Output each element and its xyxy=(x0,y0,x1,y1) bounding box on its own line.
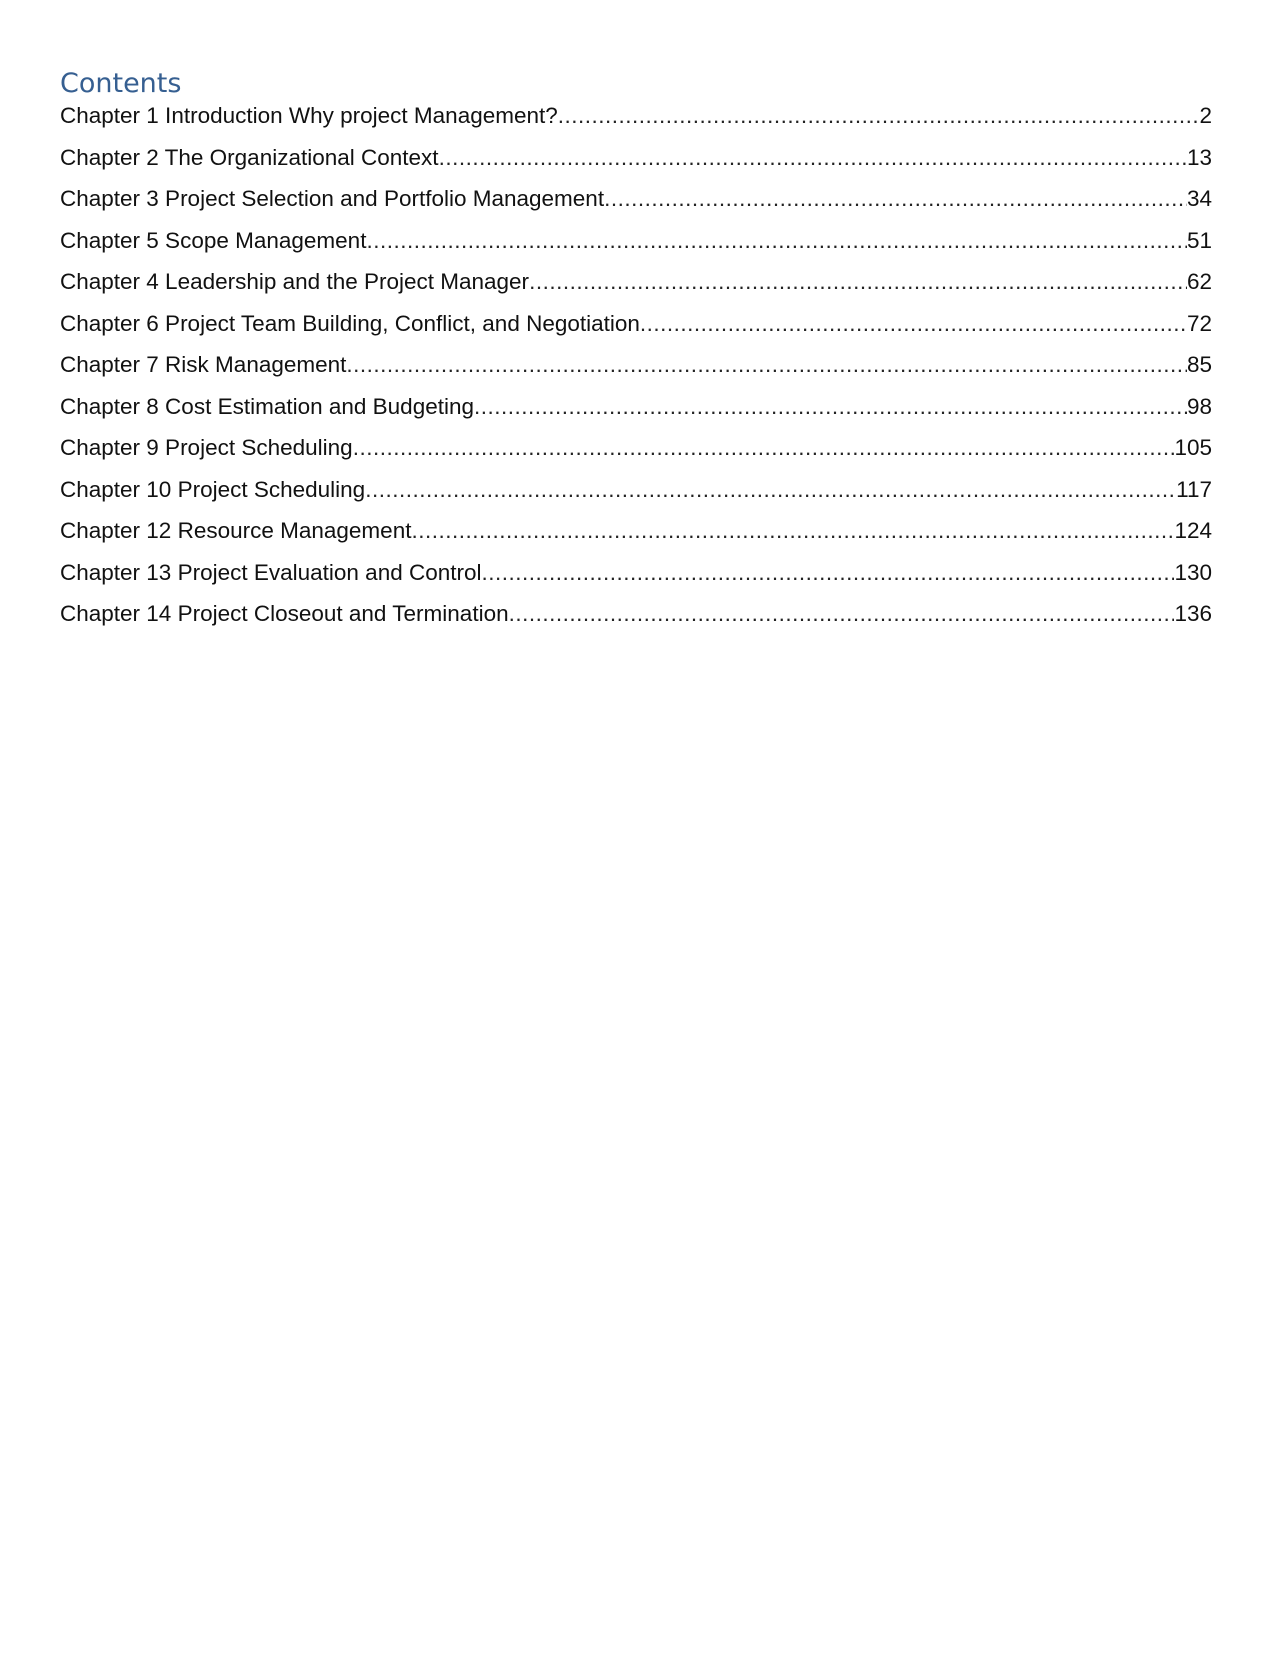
dot-leader xyxy=(558,102,1200,130)
toc-entry[interactable] xyxy=(60,559,1212,601)
toc-entry-label: Chapter 6 Project Team Building, Conflict, and Negotiation xyxy=(60,310,640,336)
toc-entry-label: Chapter 4 Leadership and the Project Manager xyxy=(60,269,530,294)
dot-leader xyxy=(474,393,1187,421)
dot-leader xyxy=(640,310,1187,338)
toc-entry[interactable] xyxy=(60,517,1212,559)
dot-leader xyxy=(482,559,1175,587)
toc-page-number: 130 xyxy=(1174,559,1212,585)
toc-entry-label: Chapter 7 Risk Management xyxy=(60,352,347,377)
toc-entry-label: Chapter 1 Introduction Why project Management? xyxy=(60,103,558,128)
toc-entry[interactable] xyxy=(60,434,1212,476)
toc-entry-label: Chapter 13 Project Evaluation and Control xyxy=(60,559,482,585)
dot-leader xyxy=(604,185,1187,213)
toc-page-number: 98 xyxy=(1186,393,1212,419)
toc-entry[interactable] xyxy=(60,310,1212,352)
toc-entry[interactable] xyxy=(60,393,1212,435)
toc-entry[interactable] xyxy=(60,144,1212,186)
toc-heading: Contents xyxy=(60,68,182,99)
dot-leader xyxy=(529,268,1187,296)
dot-leader xyxy=(366,227,1187,255)
toc-entry-label: Chapter 5 Scope Management xyxy=(60,227,367,253)
toc-page-number: 62 xyxy=(1186,269,1212,294)
toc-page-number: 124 xyxy=(1174,518,1212,543)
toc-entry[interactable] xyxy=(60,600,1212,642)
dot-leader xyxy=(509,600,1175,628)
toc-entry-label: Chapter 14 Project Closeout and Termination xyxy=(60,601,509,626)
toc-page-number: 72 xyxy=(1186,310,1212,336)
toc-page-number: 85 xyxy=(1186,352,1212,377)
toc-page-number: 105 xyxy=(1174,435,1212,460)
toc-page-number: 136 xyxy=(1174,601,1212,626)
toc-entry-label: Chapter 8 Cost Estimation and Budgeting xyxy=(60,393,474,419)
dot-leader xyxy=(411,517,1174,545)
document-page xyxy=(60,66,1212,642)
toc-page-number: 51 xyxy=(1186,227,1212,253)
toc-entry-label: Chapter 3 Project Selection and Portfolio Management xyxy=(60,186,605,211)
table-of-contents xyxy=(60,102,1212,642)
toc-entry[interactable] xyxy=(60,185,1212,227)
toc-entry[interactable] xyxy=(60,476,1212,518)
toc-entry[interactable] xyxy=(60,102,1212,144)
toc-page-number: 2 xyxy=(1199,103,1212,128)
toc-entry-label: Chapter 10 Project Scheduling xyxy=(60,476,366,502)
toc-page-number: 13 xyxy=(1186,144,1212,170)
toc-page-number: 34 xyxy=(1186,186,1212,211)
toc-entry[interactable] xyxy=(60,351,1212,393)
dot-leader xyxy=(439,144,1187,172)
dot-leader xyxy=(365,476,1176,504)
toc-entry-label: Chapter 12 Resource Management xyxy=(60,518,412,543)
dot-leader xyxy=(346,351,1187,379)
toc-page-number: 117 xyxy=(1176,476,1212,502)
toc-entry[interactable] xyxy=(60,227,1212,269)
toc-entry-label: Chapter 9 Project Scheduling xyxy=(60,435,353,460)
toc-entry[interactable] xyxy=(60,268,1212,310)
toc-entry-label: Chapter 2 The Organizational Context xyxy=(60,144,439,170)
dot-leader xyxy=(353,434,1175,462)
